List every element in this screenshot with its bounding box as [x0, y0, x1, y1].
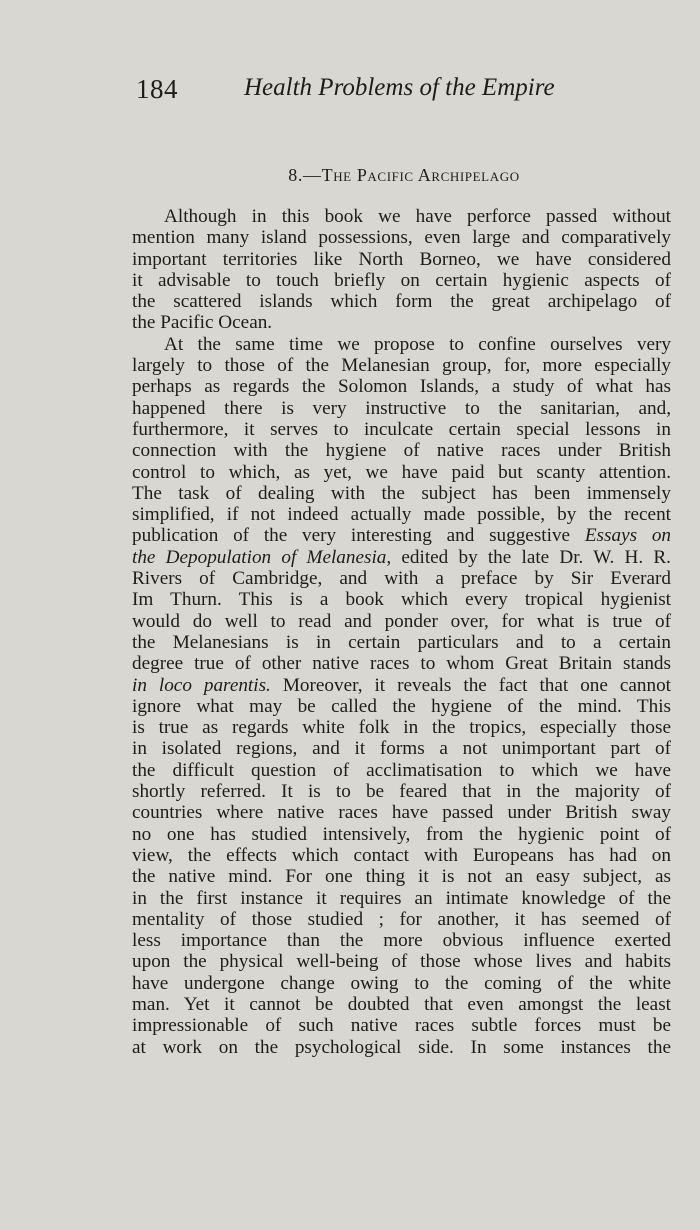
text-segment: mentality of those studied ; for another, it has seemed of [132, 908, 671, 930]
text-segment: simplified, if not indeed actually made possible, by the recent [132, 504, 671, 526]
text-segment: Im Thurn. This is a book which every tropical hygienist [132, 589, 671, 611]
text-line [132, 398, 671, 419]
text-segment: the native mind. For one thing it is not an easy subject, as [132, 866, 671, 888]
text-segment: in isolated regions, and it forms a not unimportant part of [132, 738, 671, 760]
text-line [132, 760, 671, 781]
text-line [132, 419, 671, 440]
text-line [132, 227, 671, 248]
text-segment: shortly referred. It is to be feared that in the majority of [132, 781, 671, 803]
text-line [132, 355, 671, 376]
text-line [132, 312, 671, 333]
text-segment: the scattered islands which form the great archipelago of [132, 291, 671, 313]
text-line [132, 525, 671, 546]
text-line [132, 568, 671, 589]
text-segment: largely to those of the Melanesian group, for, more especially [132, 355, 671, 377]
text-line [132, 504, 671, 525]
text-line [132, 888, 671, 909]
text-line [132, 909, 671, 930]
text-segment: connection with the hygiene of native races under British [132, 440, 671, 462]
text-segment: countries where native races have passed under British sway [132, 802, 671, 824]
text-segment: it advisable to touch briefly on certain hygienic aspects of [132, 269, 671, 291]
text-line [132, 738, 671, 759]
text-segment: upon the physical well-being of those whose lives and habits [132, 951, 671, 973]
text-line [132, 589, 671, 610]
text-segment: publication of the very interesting and suggestive [132, 525, 585, 547]
italic-text: in loco parentis. [132, 674, 271, 696]
text-segment: ignore what may be called the hygiene of the mind. This [132, 695, 671, 717]
text-line [132, 866, 671, 887]
text-segment: have undergone change owing to the coming of the white [132, 972, 671, 994]
text-line [132, 270, 671, 291]
text-line [132, 611, 671, 632]
text-segment: happened there is very instructive to the sanitarian, and, [132, 397, 671, 419]
text-line [132, 994, 671, 1015]
italic-text: Essays on [584, 525, 672, 547]
section-title: The Pacific Archipelago [321, 165, 520, 185]
text-line [132, 824, 671, 845]
text-line [132, 440, 671, 461]
section-heading [0, 165, 700, 186]
text-segment: is true as regards white folk in the tropics, especially those [132, 717, 671, 739]
text-segment: furthermore, it serves to inculcate certain special lessons in [132, 418, 671, 440]
text-line [132, 973, 671, 994]
text-line [132, 1037, 671, 1058]
text-line [132, 930, 671, 951]
text-segment: The task of dealing with the subject has been immensely [132, 482, 671, 504]
text-line [132, 547, 671, 568]
text-segment: degree true of other native races to whom Great Britain stands [132, 653, 671, 675]
text-line [132, 802, 671, 823]
text-segment: in the first instance it requires an intimate knowledge of the [132, 887, 671, 909]
text-line [132, 291, 671, 312]
italic-text: the Depopulation of Melanesia, [132, 546, 392, 568]
body-text [132, 206, 671, 1058]
section-number: 8.— [288, 165, 322, 185]
text-segment: At the same time we propose to confine ourselves very [164, 333, 671, 355]
text-line [132, 206, 671, 227]
text-line [132, 951, 671, 972]
text-segment: Although in this book we have perforce passed without [164, 206, 671, 227]
text-segment: control to which, as yet, we have paid but scanty attention. [132, 461, 671, 483]
text-line [132, 717, 671, 738]
page-number: 184 [136, 74, 178, 104]
text-segment: mention many island possessions, even large and comparatively [132, 227, 671, 249]
text-segment: the difficult question of acclimatisation to which we have [132, 759, 671, 781]
text-segment: less importance than the more obvious influence exerted [132, 930, 671, 952]
text-segment: man. Yet it cannot be doubted that even amongst the least [132, 993, 671, 1015]
text-segment: impressionable of such native races subtle forces must be [132, 1015, 671, 1037]
text-line [132, 1015, 671, 1036]
text-line [132, 334, 671, 355]
text-segment: at work on the psychological side. In some instances the [132, 1036, 671, 1058]
text-segment: the Pacific Ocean. [132, 312, 273, 334]
text-line [132, 483, 671, 504]
text-line [132, 376, 671, 397]
text-line [132, 845, 671, 866]
text-segment: perhaps as regards the Solomon Islands, a study of what has [132, 376, 671, 398]
running-head [136, 74, 576, 114]
text-line [132, 781, 671, 802]
text-segment: Rivers of Cambridge, and with a preface by Sir Everard [132, 568, 671, 590]
text-line [132, 249, 671, 270]
text-segment: view, the effects which contact with Europeans has had on [132, 844, 671, 866]
text-line [132, 675, 671, 696]
text-segment: would do well to read and ponder over, for what is true of [132, 610, 671, 632]
text-line [132, 653, 671, 674]
text-segment: no one has studied intensively, from the hygienic point of [132, 823, 671, 845]
text-segment: important territories like North Borneo, we have considered [132, 248, 671, 270]
text-segment: the Melanesians is in certain particulars and to a certain [132, 631, 671, 653]
running-title: Health Problems of the Empire [244, 74, 555, 101]
text-line [132, 696, 671, 717]
text-line [132, 632, 671, 653]
text-segment: edited by the late Dr. W. H. R. [391, 546, 671, 568]
text-line [132, 462, 671, 483]
text-segment: Moreover, it reveals the fact that one cannot [270, 674, 671, 696]
